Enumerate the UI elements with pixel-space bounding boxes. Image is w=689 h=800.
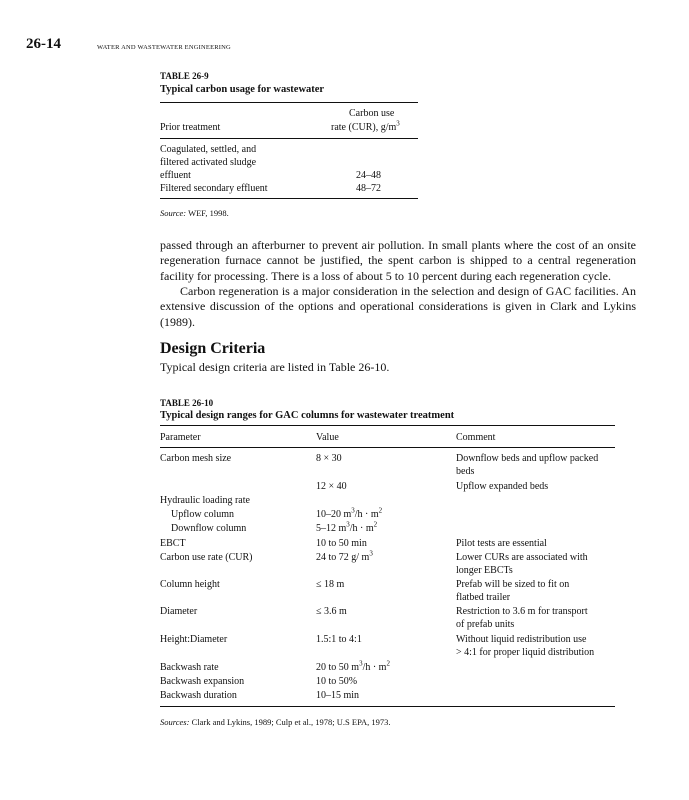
table2-r7-comment: Lower CURs are associated with longer EBCTs bbox=[456, 552, 588, 576]
body-paragraph-1: passed through an afterburner to prevent air pollution. In small plants where the cost of an onsite regeneration furnace cannot be justified, the spent carbon is shipped to a central regeneration facility for processing. There is a loss of about 5 to 10 percent during each regeneration cycle. bbox=[160, 238, 636, 283]
table1-header-rule bbox=[160, 138, 418, 139]
table2-r9-comment: Restriction to 3.6 m for transport of prefab units bbox=[456, 606, 588, 630]
table1-top-rule bbox=[160, 102, 418, 103]
table2-r8-value: ≤ 18 m bbox=[316, 579, 345, 590]
table2-r11-value: 20 to 50 $m^3/h \cdot m^2$ bbox=[316, 659, 390, 673]
table2-r13-value: 10–15 min bbox=[316, 690, 360, 701]
table2-r9-value: ≤ 3.6 m bbox=[316, 606, 347, 617]
table2-r6-param: EBCT bbox=[160, 538, 186, 549]
body-paragraph-2: Carbon regeneration is a major consideration in the selection and design of GAC facilities. An extensive discussion of the options and operational considerations is given in Clark and Lykins (1989). bbox=[160, 284, 636, 329]
table2-title: Typical design ranges for GAC columns for wastewater treatment bbox=[160, 410, 455, 421]
table2-r10-comment: Without liquid redistribution use > 4:1 for proper liquid distribution bbox=[456, 634, 595, 658]
table2-source: Sources: Clark and Lykins, 1989; Culp et al., 1978; U.S EPA, 1973. bbox=[160, 717, 391, 727]
page-number: 26-14 bbox=[26, 36, 61, 52]
table1-row2-label: Filtered secondary effluent bbox=[160, 183, 268, 194]
table2-r4-param: Upflow column bbox=[171, 509, 235, 520]
table2-header-comment: Comment bbox=[456, 432, 496, 443]
table2-r5-param: Downflow column bbox=[171, 523, 247, 534]
table2-r6-value: 10 to 50 min bbox=[316, 538, 367, 549]
table2-label: TABLE 26-10 bbox=[160, 398, 214, 408]
table1-row1-value: 24–48 bbox=[356, 170, 381, 181]
table2-r7-param: Carbon use rate (CUR) bbox=[160, 552, 253, 563]
table2-r8-comment: Prefab will be sized to fit on flatbed trailer bbox=[456, 579, 570, 603]
table2-header-value: Value bbox=[316, 432, 339, 443]
table2-r2-value: 12 × 40 bbox=[316, 481, 347, 492]
running-title: WATER AND WASTEWATER ENGINEERING bbox=[97, 44, 231, 51]
table2-r7-value: 24 to 72 g/ $m^3$ bbox=[316, 549, 373, 563]
table2-r3-param: Hydraulic loading rate bbox=[160, 495, 250, 506]
table1-row2-value: 48–72 bbox=[356, 183, 381, 194]
table2-r5-value: 5–12 $m^3/h \cdot m^2$ bbox=[316, 520, 378, 534]
table2-r1-param: Carbon mesh size bbox=[160, 453, 232, 464]
table2-r6-comment: Pilot tests are essential bbox=[456, 538, 547, 549]
table2-r13-param: Backwash duration bbox=[160, 690, 237, 701]
table2-header-rule bbox=[160, 447, 615, 448]
table2-r12-value: 10 to 50% bbox=[316, 676, 358, 687]
body-paragraph-3: Typical design criteria are listed in Table 26-10. bbox=[160, 360, 390, 374]
table2-r11-param: Backwash rate bbox=[160, 662, 219, 673]
section-heading: Design Criteria bbox=[160, 340, 266, 357]
table2-top-rule bbox=[160, 425, 615, 426]
table1-row1-label: Coagulated, settled, and filtered activated sludge effluent bbox=[160, 144, 257, 181]
table2-r10-param: Height:Diameter bbox=[160, 634, 228, 645]
table2-r12-param: Backwash expansion bbox=[160, 676, 245, 687]
table1-col2-header-l1: Carbon use bbox=[349, 108, 395, 119]
table2-r8-param: Column height bbox=[160, 579, 220, 590]
table2-r1-comment: Downflow beds and upflow packed beds bbox=[456, 453, 599, 477]
table1-bottom-rule bbox=[160, 198, 418, 199]
table2-r4-value: 10–20 $m^3/h \cdot m^2$ bbox=[316, 506, 383, 520]
table2-r2-comment: Upflow expanded beds bbox=[456, 481, 549, 492]
table1-source: Source: WEF, 1998. bbox=[160, 208, 229, 218]
table2-bottom-rule bbox=[160, 706, 615, 707]
table1-label: TABLE 26-9 bbox=[160, 71, 209, 81]
table2-r10-value: 1.5:1 to 4:1 bbox=[316, 634, 362, 645]
table1-col1-header: Prior treatment bbox=[160, 122, 221, 133]
table1-title: Typical carbon usage for wastewater bbox=[160, 84, 325, 95]
table2-header-parameter: Parameter bbox=[160, 432, 201, 443]
table2-r9-param: Diameter bbox=[160, 606, 198, 617]
table2-r1-value: 8 × 30 bbox=[316, 453, 342, 464]
table1-col2-header-l2: rate (CUR), $g/m^3$ bbox=[331, 119, 400, 133]
